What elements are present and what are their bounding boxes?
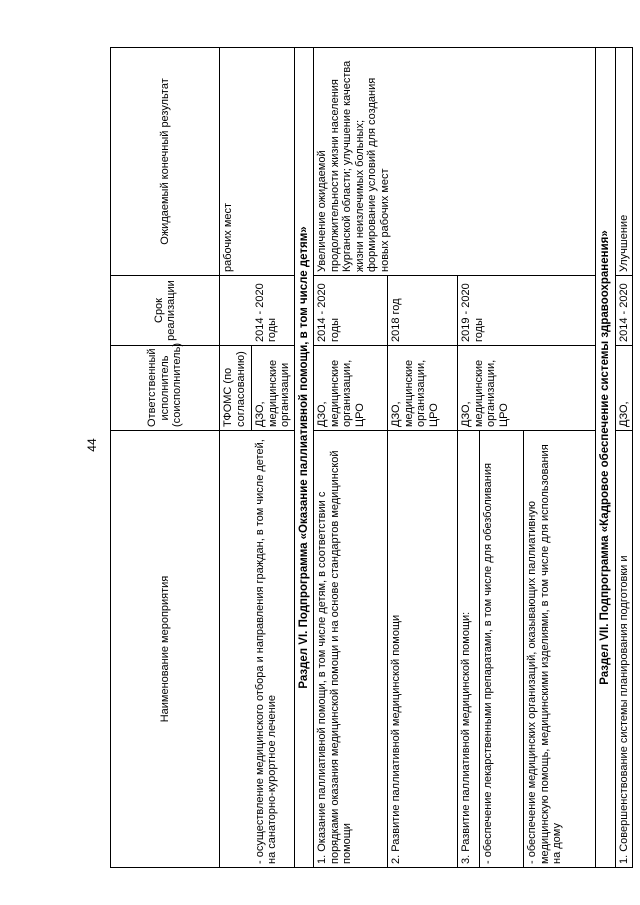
cell-term bbox=[220, 276, 252, 346]
cell-name: - обеспечение лекарственными препаратами, в том числе для обезболивания bbox=[480, 431, 524, 868]
measures-table bbox=[110, 47, 633, 868]
cell-executor: ДЗО, bbox=[615, 346, 633, 431]
section-row bbox=[596, 48, 616, 868]
cell-result: рабочих мест bbox=[220, 48, 295, 276]
header-result: Ожидаемый конечный результат bbox=[111, 48, 220, 276]
cell-executor: ДЗО, медицинские организации, ЦРО bbox=[314, 346, 388, 431]
cell-term: 2014 - 2020 годы bbox=[252, 276, 295, 346]
section-7-title: Раздел VII. Подпрограмма «Кадровое обеспечение системы здравоохранения» bbox=[596, 48, 616, 868]
cell-name: - осуществление медицинского отбора и направления граждан, в том числе детей, на санаторно-курортное лечение bbox=[252, 431, 295, 868]
cell-term: 2019 - 2020 годы bbox=[458, 276, 596, 346]
cell-result: Улучшение bbox=[615, 48, 633, 276]
cell-name bbox=[220, 431, 252, 868]
cell-executor: ДЗО, медицинские организации, ЦРО bbox=[388, 346, 458, 431]
cell-name: - обеспечение медицинских организаций, оказывающих паллиативную медицинскую помощь, медицинскими изделиями, в том числе для использования на дому bbox=[524, 431, 596, 868]
header-term: Срок реализации bbox=[111, 276, 220, 346]
cell-executor: ДЗО, медицинские организации, ЦРО bbox=[458, 346, 596, 431]
page-number: 44 bbox=[85, 438, 99, 452]
rotated-page-area bbox=[110, 48, 630, 868]
section-6-title: Раздел VI. Подпрограмма «Оказание паллиативной помощи, в том числе детям» bbox=[294, 48, 314, 868]
cell-name: 3. Развитие паллиативной медицинской помощи: bbox=[458, 431, 480, 868]
cell-name: 1. Оказание паллиативной помощи, в том числе детям, в соответствии с порядками оказания медицинской помощи и на основе стандартов медицинской помощи bbox=[314, 431, 388, 868]
section-row bbox=[294, 48, 314, 868]
cell-name: 1. Совершенствование системы планирования подготовки и bbox=[615, 431, 633, 868]
table-row bbox=[220, 48, 252, 868]
header-executor: Ответственный исполнитель (соисполнитель) bbox=[111, 346, 220, 431]
table-row bbox=[314, 48, 388, 868]
cell-executor: ТФОМС (по согласованию) bbox=[220, 346, 252, 431]
table-row bbox=[615, 48, 633, 868]
cell-term: 2018 год bbox=[388, 276, 458, 346]
cell-result: Увеличение ожидаемой продолжительности жизни населения Курганской области; улучшение качества жизни неизлечимых больных; формирование условий для создания новых рабочих мест bbox=[314, 48, 596, 276]
cell-name: 2. Развитие паллиативной медицинской помощи bbox=[388, 431, 458, 868]
cell-executor: ДЗО, медицинские организации bbox=[252, 346, 295, 431]
cell-term: 2014 - 2020 bbox=[615, 276, 633, 346]
rotated-table-wrapper bbox=[110, 48, 630, 868]
cell-term: 2014 - 2020 годы bbox=[314, 276, 388, 346]
header-row bbox=[111, 48, 220, 868]
header-name: Наименование мероприятия bbox=[111, 431, 220, 868]
